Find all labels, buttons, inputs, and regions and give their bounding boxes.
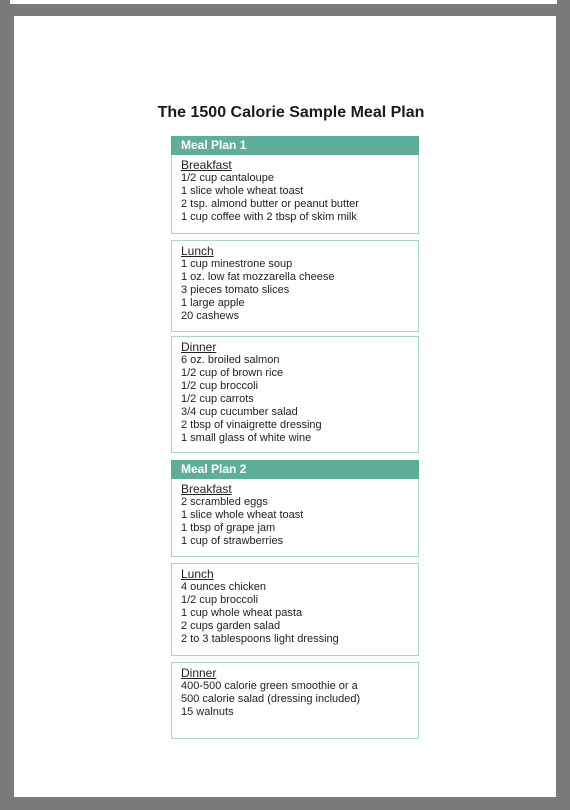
meal-item: 1 oz. low fat mozzarella cheese bbox=[181, 271, 335, 283]
meal-item: 1 cup whole wheat pasta bbox=[181, 607, 303, 619]
page-title: The 1500 Calorie Sample Meal Plan bbox=[157, 104, 425, 121]
meal-item: 3/4 cup cucumber salad bbox=[181, 406, 298, 418]
meal-item: 1 small glass of white wine bbox=[181, 432, 312, 444]
meal-item: 15 walnuts bbox=[181, 706, 234, 718]
meal-item: 400-500 calorie green smoothie or a bbox=[181, 680, 358, 692]
meal-plan-2-lunch bbox=[171, 563, 419, 656]
meal-item: 3 pieces tomato slices bbox=[181, 284, 290, 296]
meal-title: Dinner bbox=[181, 666, 217, 680]
previous-page-edge bbox=[10, 0, 557, 4]
meal-item: 2 tsp. almond butter or peanut butter bbox=[181, 198, 359, 210]
meal-item: 1 slice whole wheat toast bbox=[181, 185, 304, 197]
meal-plan-2-header: Meal Plan 2 bbox=[171, 460, 419, 479]
meal-item: 1/2 cup broccoli bbox=[181, 594, 259, 606]
meal-plan-2-breakfast bbox=[171, 479, 419, 557]
meal-title: Breakfast bbox=[181, 482, 232, 496]
document-page bbox=[14, 16, 556, 797]
meal-item: 1 cup of strawberries bbox=[181, 535, 284, 547]
meal-item: 2 cups garden salad bbox=[181, 620, 281, 632]
meal-title: Dinner bbox=[181, 340, 217, 354]
meal-item: 1 cup coffee with 2 tbsp of skim milk bbox=[181, 211, 357, 223]
meal-item: 2 to 3 tablespoons light dressing bbox=[181, 633, 339, 645]
meal-item: 1 cup minestrone soup bbox=[181, 258, 293, 270]
meal-item: 1/2 cup cantaloupe bbox=[181, 172, 274, 184]
meal-item: 1/2 cup broccoli bbox=[181, 380, 259, 392]
meal-plan-1-dinner bbox=[171, 336, 419, 453]
meal-item: 20 cashews bbox=[181, 310, 240, 322]
meal-item: 4 ounces chicken bbox=[181, 581, 266, 593]
meal-plan-table bbox=[171, 136, 419, 739]
meal-plan-2-dinner bbox=[171, 662, 419, 739]
meal-item: 2 scrambled eggs bbox=[181, 496, 268, 508]
meal-item: 1 slice whole wheat toast bbox=[181, 509, 304, 521]
meal-item: 1 tbsp of grape jam bbox=[181, 522, 276, 534]
meal-item: 1/2 cup carrots bbox=[181, 393, 254, 405]
meal-title: Lunch bbox=[181, 567, 214, 581]
meal-item: 1 large apple bbox=[181, 297, 245, 309]
meal-plan-1-breakfast bbox=[171, 155, 419, 234]
meal-item: 1/2 cup of brown rice bbox=[181, 367, 284, 379]
meal-item: 6 oz. broiled salmon bbox=[181, 354, 280, 366]
meal-plan-1-lunch bbox=[171, 240, 419, 332]
meal-title: Breakfast bbox=[181, 158, 232, 172]
meal-title: Lunch bbox=[181, 244, 214, 258]
meal-plan-1-header: Meal Plan 1 bbox=[171, 136, 419, 155]
meal-item: 500 calorie salad (dressing included) bbox=[181, 693, 361, 705]
meal-item: 2 tbsp of vinaigrette dressing bbox=[181, 419, 322, 431]
